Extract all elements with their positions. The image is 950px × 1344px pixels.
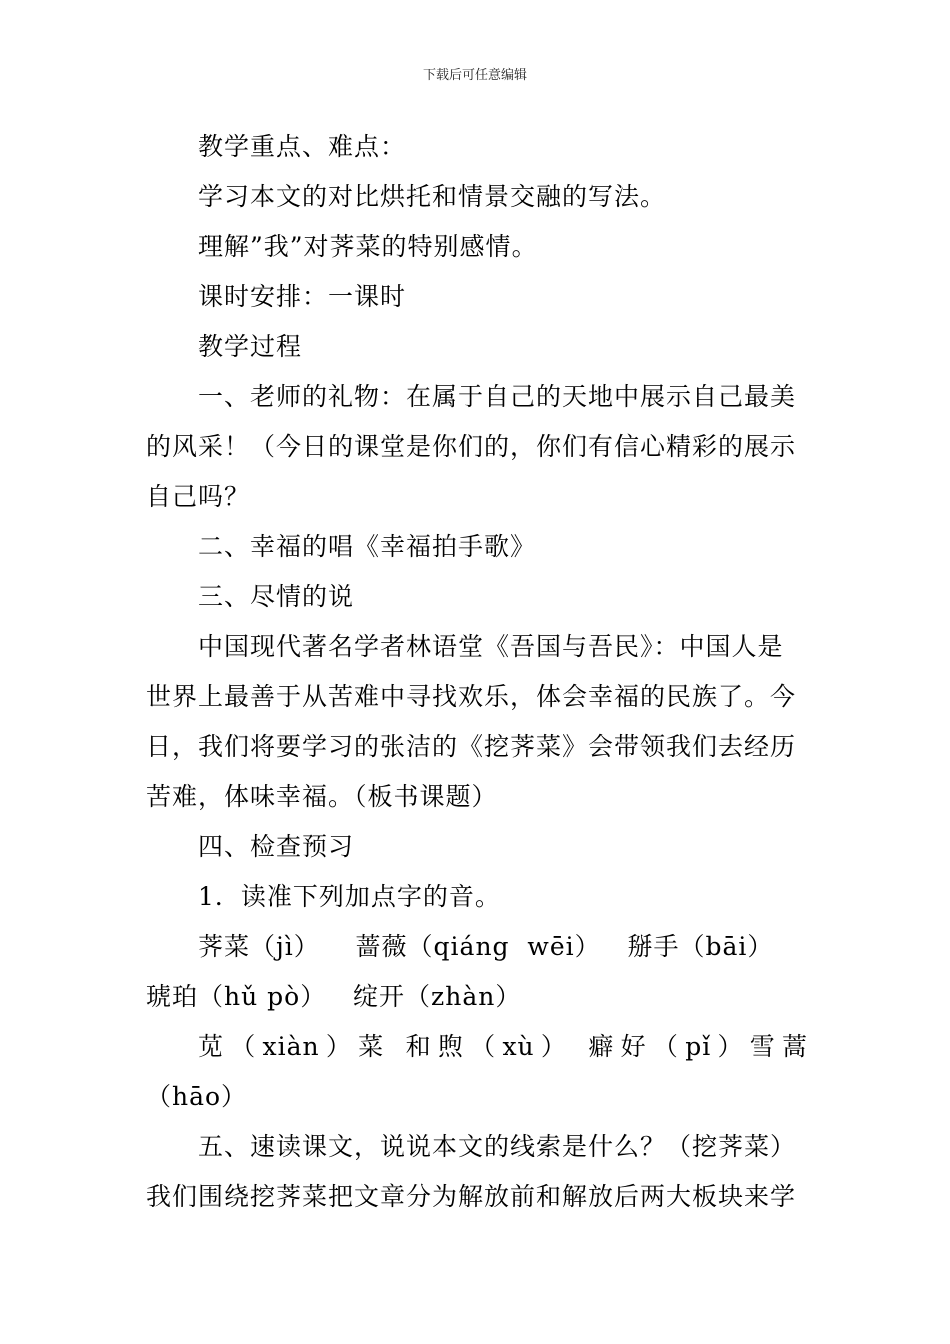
paragraph: 学习本文的对比烘托和情景交融的写法。 [198,182,667,211]
paragraph: 教学过程 [198,332,303,361]
paragraph: 课时安排：一课时 [198,282,407,311]
pinyin-line: 琥珀（hǔ pò） 绽开（zhàn） [146,982,522,1011]
paragraph: 二、幸福的唱《幸福拍手歌》 [198,532,537,561]
page-header: 下载后可任意编辑 [422,68,527,83]
paragraph: 四、检查预习 [198,832,355,861]
pinyin-line: （hāo） [146,1082,248,1111]
paragraph: 理解”我”对荠菜的特别感情。 [198,232,538,261]
pinyin-line: 荠菜（jì） 蔷薇（qiáng wēi） 掰手（bāi） [198,932,774,961]
paragraph: 五、速读课文，说说本文的线索是什么？（挖荠菜） [198,1132,797,1161]
paragraph: 1．读准下列加点字的音。 [198,882,501,911]
paragraph: 三、尽情的说 [198,582,355,611]
document-body [146,122,808,1222]
paragraph: 教学重点、难点： [198,132,407,161]
paragraph: 我们围绕挖荠菜把文章分为解放前和解放后两大板块来学 [146,1182,797,1211]
pinyin-line: 苋（xiàn）菜 和煦（xù） 癖好（pǐ）雪蒿 [198,1032,808,1061]
paragraph: 中国现代著名学者林语堂《吾国与吾民》：中国人是世界上最善于从苦难中寻找欢乐，体会幸福的民族了。今日，我们将要学习的张洁的《挖荠菜》会带领我们去经历苦难，体味幸福。（板书课题） [146,632,797,811]
paragraph: 一、老师的礼物：在属于自己的天地中展示自己最美的风采！（今日的课堂是你们的，你们有信心精彩的展示自己吗？ [146,382,797,511]
